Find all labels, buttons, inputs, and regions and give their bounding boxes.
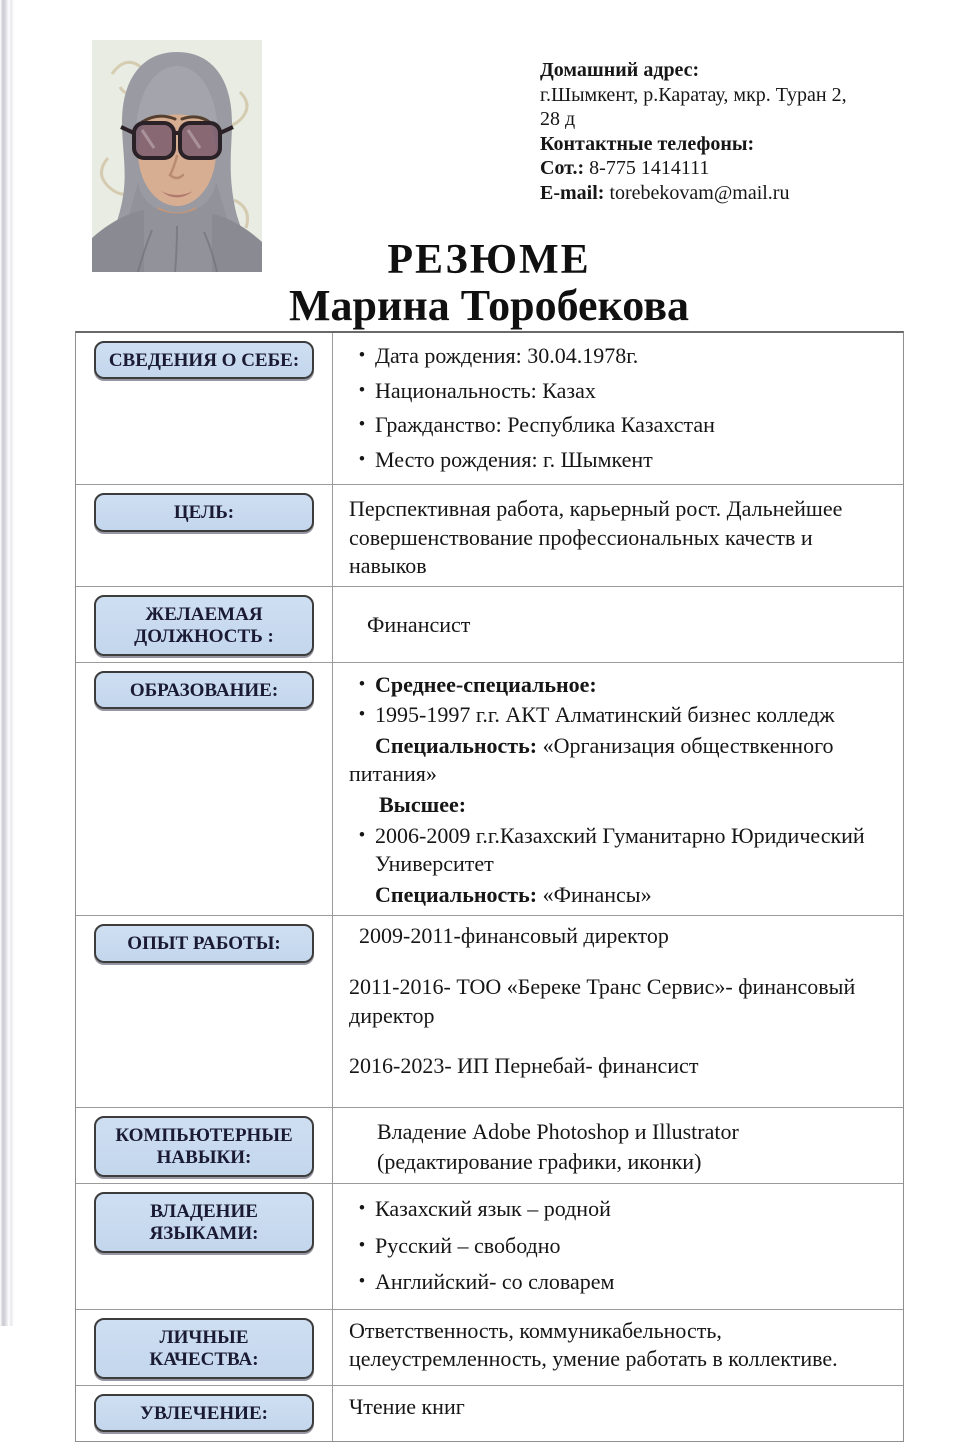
bullet-line — [349, 1232, 889, 1261]
bullet-line — [349, 822, 889, 879]
text-segment: Перспективная работа, карьерный рост. Дальнейшее совершенствование профессиональных качеств и навыков — [349, 496, 843, 578]
bullet-icon: • — [358, 1271, 366, 1293]
bullet-line — [349, 671, 889, 700]
email-label: E-mail: — [540, 181, 605, 204]
table-row-computer-skills — [76, 1107, 903, 1183]
label-cell — [76, 1310, 333, 1385]
bullet-icon: • — [358, 345, 366, 366]
text-line — [349, 732, 889, 789]
text-segment: 2006-2009 г.г.Казахский Гуманитарно Юридический Университет — [375, 822, 865, 877]
address-line-2: 28 д — [540, 108, 576, 131]
table-row-experience — [76, 915, 903, 1106]
bullet-line — [349, 411, 889, 440]
text-segment: 2011-2016- ТОО «Береке Транс Сервис»- финансовый директор — [349, 974, 856, 1028]
text-line — [349, 1052, 889, 1081]
section-content-computer-skills — [333, 1108, 903, 1183]
label-cell — [76, 1184, 333, 1309]
section-label-personal-info: СВЕДЕНИЯ О СЕБЕ: — [94, 341, 314, 379]
section-label-hobby: УВЛЕЧЕНИЕ: — [94, 1394, 314, 1432]
phones-label: Контактные телефоны: — [540, 132, 755, 155]
bullet-icon: • — [358, 448, 366, 470]
text-segment: Английский- со словарем — [375, 1269, 615, 1295]
table-row-languages — [76, 1183, 903, 1309]
section-content-education — [333, 663, 903, 916]
section-label-experience: ОПЫТ РАБОТЫ: — [94, 924, 314, 962]
text-line — [349, 922, 889, 951]
text-segment: Русский – свободно — [375, 1232, 561, 1258]
text-segment: (редактирование графики, иконки) — [377, 1149, 702, 1175]
section-content-languages — [333, 1184, 903, 1309]
text-segment: Национальность: Казах — [375, 377, 596, 403]
section-label-objective: ЦЕЛЬ: — [94, 493, 314, 531]
text-segment: «Организация обществкенного питания» — [349, 732, 834, 787]
bullet-icon: • — [358, 379, 366, 401]
text-segment: Гражданство: Республика Казахстан — [375, 412, 715, 438]
bullet-line — [349, 377, 889, 406]
table-row-personal-info — [76, 333, 903, 484]
section-label-languages: ВЛАДЕНИЕ ЯЗЫКАМИ: — [94, 1192, 314, 1253]
contact-block — [540, 58, 900, 206]
section-content-personal-info — [333, 333, 903, 484]
address-line-1: г.Шымкент, р.Каратау, мкр. Туран 2, — [540, 83, 847, 106]
bullet-icon: • — [358, 673, 366, 695]
scanned-page-edge — [0, 0, 14, 1326]
text-segment: Владение Adobe Photoshop и Illustrator — [377, 1118, 739, 1144]
bullet-icon: • — [358, 414, 366, 436]
bullet-icon: • — [358, 1234, 366, 1256]
text-line — [349, 1393, 889, 1422]
title-name: Марина Торобекова — [289, 281, 689, 331]
text-segment: Место рождения: г. Шымкент — [375, 446, 653, 472]
email-value: torebekovam@mail.ru — [609, 181, 790, 204]
table-row-education — [76, 662, 903, 916]
bullet-line — [349, 1195, 889, 1224]
text-segment: 2016-2023- ИП Пернебай- финансист — [349, 1053, 699, 1079]
bullet-icon: • — [358, 824, 366, 846]
text-line — [377, 1118, 889, 1147]
cell-label: Сот.: — [540, 157, 585, 180]
resume-table — [75, 331, 904, 1442]
text-segment: Специальность: — [375, 881, 538, 907]
section-content-desired-position — [333, 587, 903, 662]
bullet-line — [349, 1268, 889, 1297]
text-segment: Финансист — [367, 611, 471, 637]
home-address-label: Домашний адрес: — [540, 59, 700, 81]
label-cell — [76, 587, 333, 662]
text-segment: 2009-2011-финансовый директор — [359, 923, 669, 949]
text-segment: Дата рождения: 30.04.1978г. — [375, 343, 639, 368]
text-segment: Высшее: — [379, 792, 467, 818]
label-cell — [76, 333, 333, 484]
email-line — [540, 181, 900, 206]
bullet-line — [349, 446, 889, 475]
section-label-education: ОБРАЗОВАНИЕ: — [94, 671, 314, 709]
table-row-hobby — [76, 1385, 903, 1441]
text-segment: Чтение книг — [349, 1393, 465, 1419]
text-segment: Среднее-специальное: — [375, 671, 597, 697]
text-line — [349, 1317, 889, 1374]
text-segment: Казахский язык – родной — [375, 1195, 611, 1221]
section-content-personal-qualities — [333, 1310, 903, 1385]
bullet-line — [349, 342, 889, 371]
label-cell — [76, 1108, 333, 1183]
table-row-desired-position — [76, 586, 903, 662]
text-segment: 1995-1997 г.г. АКТ Алматинский бизнес колледж — [375, 702, 835, 728]
text-line — [349, 791, 889, 820]
text-line — [349, 881, 889, 910]
bullet-icon: • — [358, 704, 366, 726]
section-label-desired-position: ЖЕЛАЕМАЯ ДОЛЖНОСТЬ : — [94, 595, 314, 656]
title-resume: РЕЗЮМЕ — [387, 237, 591, 283]
bullet-line — [349, 701, 889, 730]
label-cell — [76, 1386, 333, 1441]
section-content-experience — [333, 916, 903, 1106]
text-segment: Ответственность, коммуникабельность, целеустремленность, умение работать в коллективе. — [349, 1317, 838, 1372]
section-content-objective — [333, 485, 903, 585]
label-cell — [76, 916, 333, 1106]
section-label-personal-qualities: ЛИЧНЫЕ КАЧЕСТВА: — [94, 1318, 314, 1379]
bullet-icon: • — [358, 1197, 366, 1219]
section-label-computer-skills: КОМПЬЮТЕРНЫЕ НАВЫКИ: — [94, 1116, 314, 1177]
label-cell — [76, 485, 333, 585]
text-segment: «Финансы» — [537, 881, 652, 907]
resume-title — [75, 238, 903, 329]
label-cell — [76, 663, 333, 916]
cell-phone-line — [540, 156, 900, 181]
text-segment: Специальность: — [375, 732, 538, 758]
table-row-personal-qualities — [76, 1309, 903, 1385]
section-content-hobby — [333, 1386, 903, 1441]
text-line — [377, 1148, 889, 1177]
text-line — [367, 611, 470, 640]
cell-value: 8-775 1414111 — [589, 157, 710, 180]
text-line — [349, 495, 889, 579]
text-line — [349, 973, 889, 1030]
table-row-objective — [76, 484, 903, 585]
